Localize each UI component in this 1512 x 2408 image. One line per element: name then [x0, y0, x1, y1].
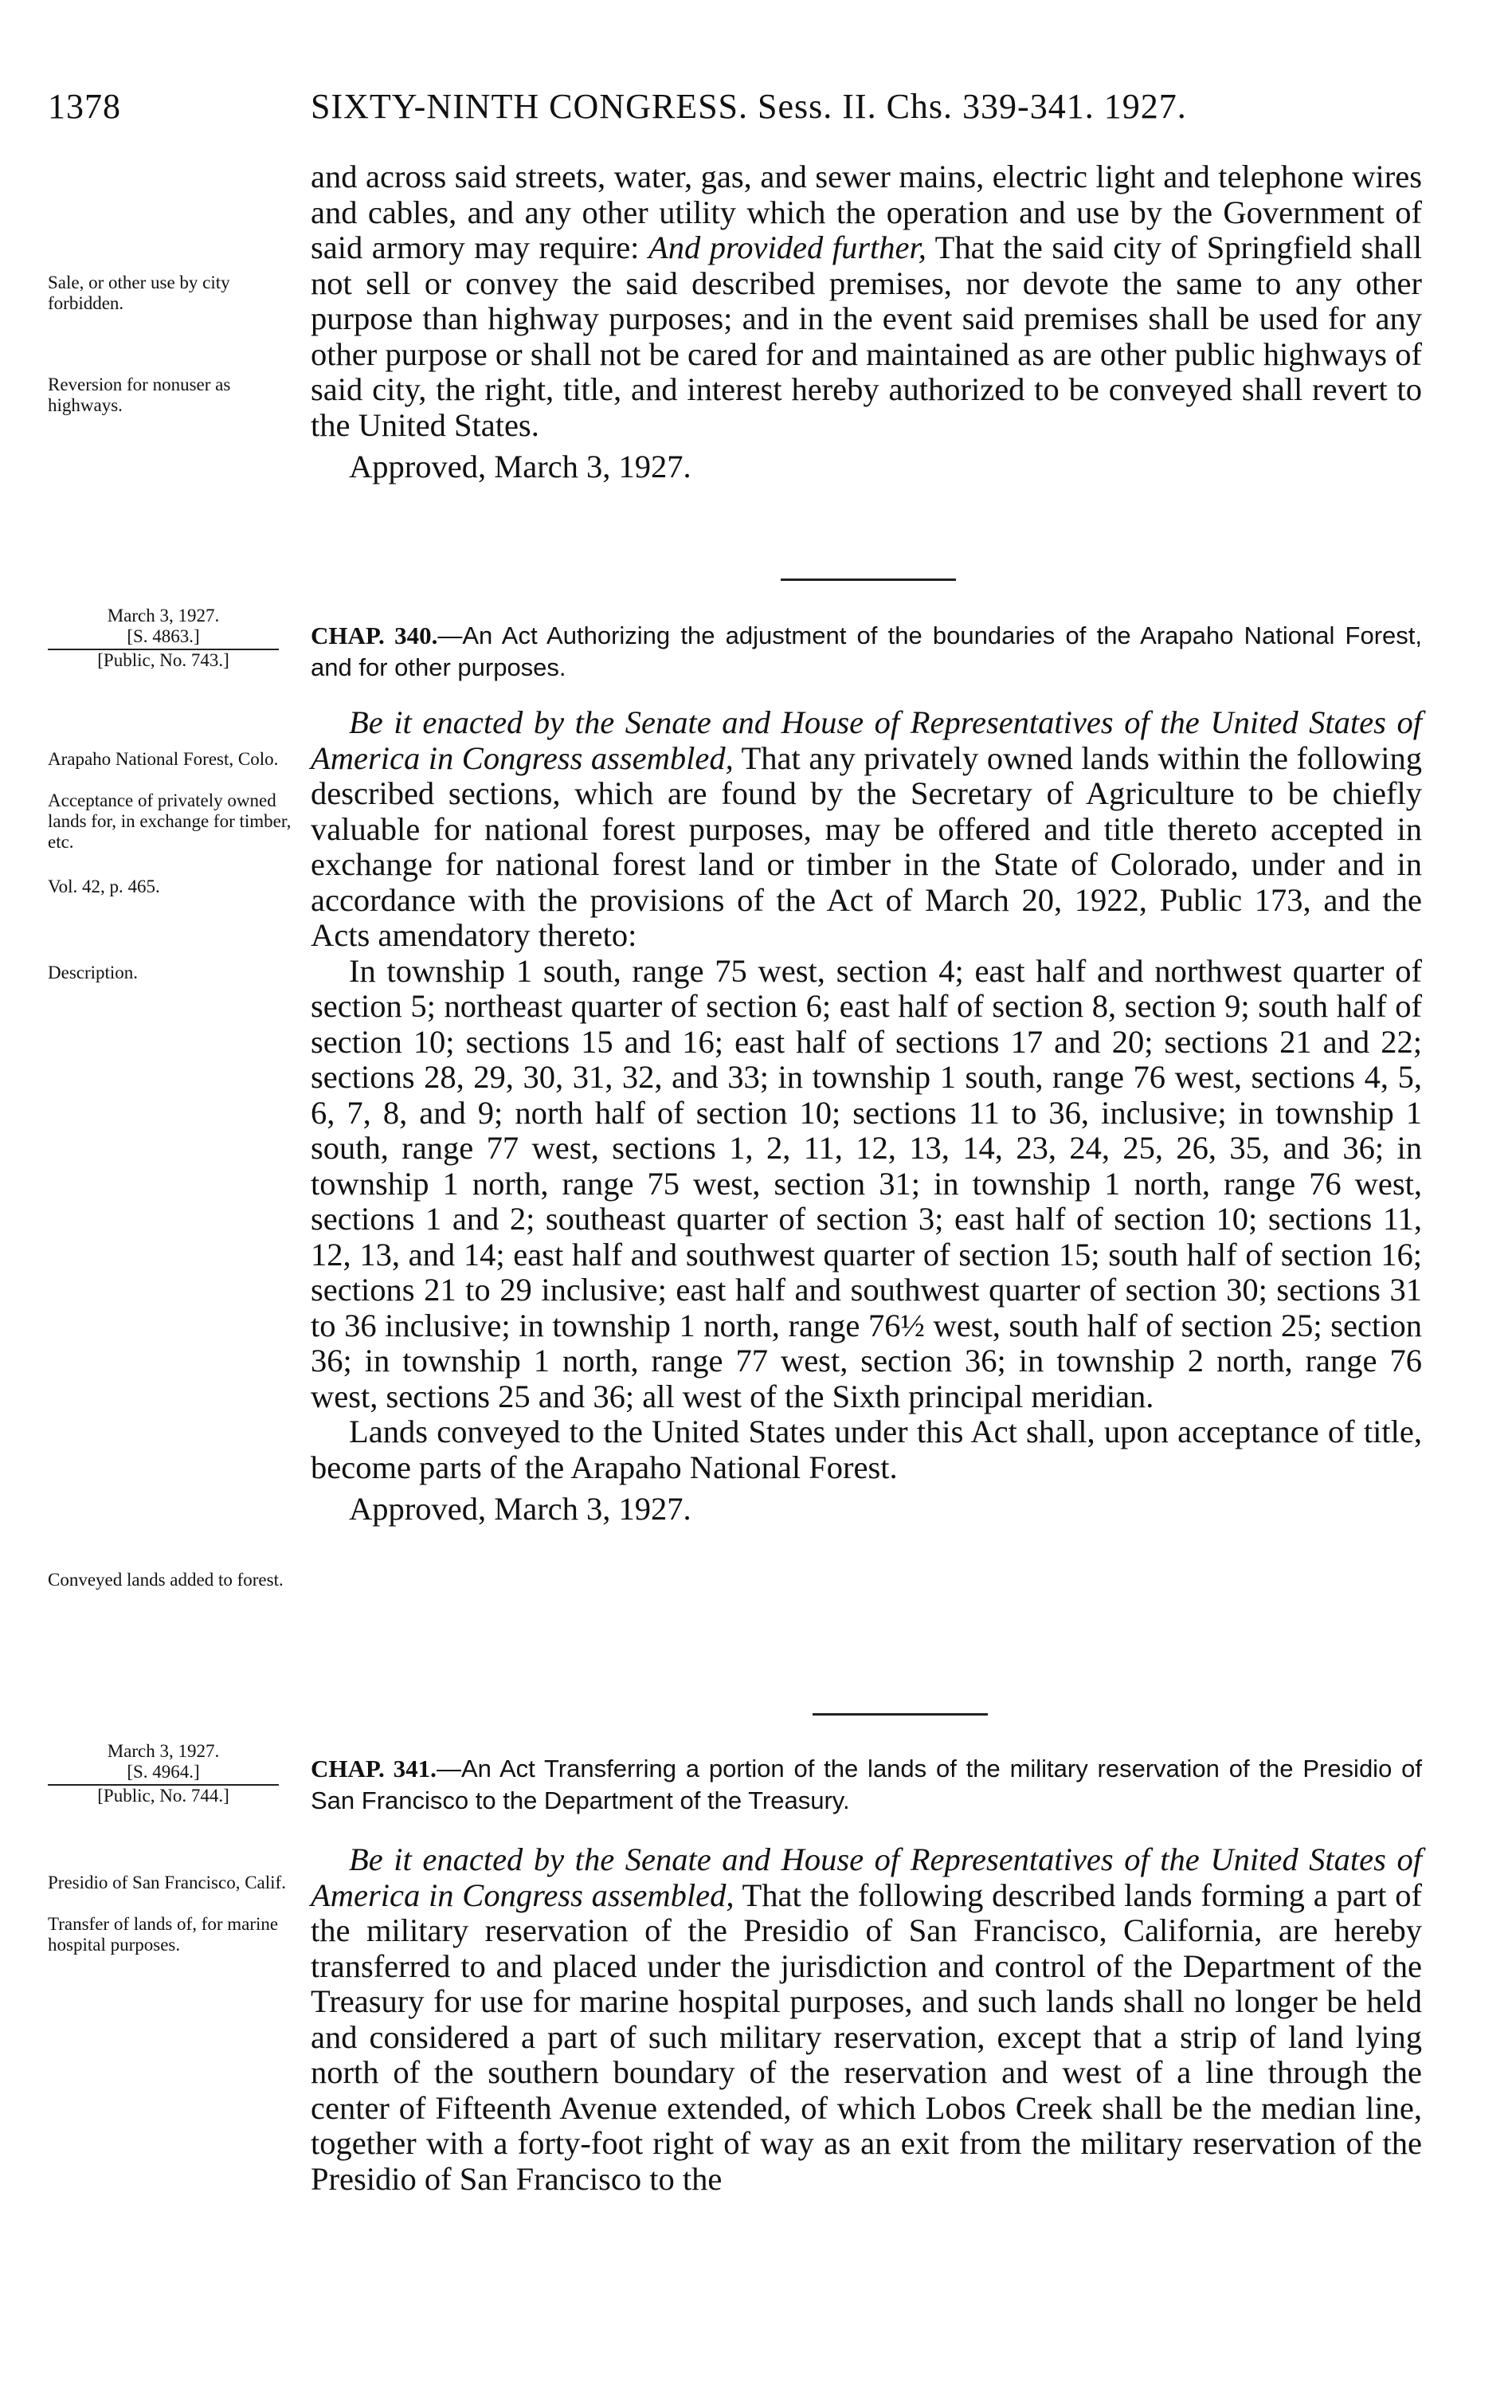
- ch339-proviso: And provided further,: [648, 229, 926, 265]
- ch340-public-number: [Public, No. 743.]: [97, 650, 229, 670]
- section-divider: [781, 578, 956, 581]
- ch341-public-number: [Public, No. 744.]: [97, 1786, 229, 1806]
- ch341-para-1: That the following described lands forming a part of the military reservation of the Presidio of San Francisco, California, are hereby transferred to and placed under the jurisdiction and control of the Department of the Treasury for use for marine hospital purposes, and such lands shall no longer be held and considered a part of such military reservation, except that a strip of land lying north of the southern boundary of the reservation and west of a line through the center of Fifteenth Avenue extended, of which Lobos Creek shall be the median line, together with a forty-foot right of way as an exit from the military reservation of the Presidio of San Francisco to the: [311, 1877, 1422, 2197]
- section-divider: [813, 1713, 988, 1716]
- ch340-bill-number: [S. 4863.]: [48, 626, 279, 650]
- margin-note-vol: Vol. 42, p. 465.: [48, 877, 160, 896]
- ch340-conveyed-lands: Lands conveyed to the United States under this Act shall, upon acceptance of title, become parts of the Arapaho National Forest.: [311, 1414, 1422, 1485]
- margin-note-arapaho: Arapaho National Forest, Colo.: [48, 749, 279, 769]
- ch340-heading: [311, 620, 1422, 684]
- ch341-heading: [311, 1753, 1422, 1817]
- margin-note-conveyed: Conveyed lands added to forest.: [48, 1570, 284, 1590]
- ch340-enacting-clause: Be it enacted by the Senate and House of Representatives of the United States of America in Congress assembled,: [311, 704, 1422, 776]
- ch340-paragraph-1: [311, 705, 1422, 954]
- margin-note-transfer: Transfer of lands of, for marine hospital purposes.: [48, 1914, 279, 1955]
- margin-note-acceptance: Acceptance of privately owned lands for, in exchange for timber, etc.: [48, 790, 292, 852]
- ch339-approved: Approved, March 3, 1927.: [349, 449, 691, 484]
- margin-note-reversion: Reversion for nonuser as highways.: [48, 375, 231, 415]
- ch341-date-block: [48, 1741, 279, 1806]
- ch339-text-2: That the said city of Springfield shall not sell or convey the said described premises, nor devote the same to any other purpose than highway purposes; and in the event said premises shall be used for any other purpose or shall not be cared for and maintained as are other public highways of said city, the right, title, and interest hereby authorized to be conveyed shall revert to the United States.: [311, 229, 1422, 443]
- running-head: SIXTY-NINTH CONGRESS. Sess. II. Chs. 339-341. 1927.: [311, 87, 1187, 126]
- ch340-body: [311, 705, 1422, 1528]
- ch341-chap-title: —An Act Transferring a portion of the lands of the military reservation of the Presidio of San Francisco to the Department of the Treasury.: [311, 1755, 1422, 1814]
- margin-note-sale-forbidden: Sale, or other use by city forbidden.: [48, 273, 230, 313]
- ch341-paragraph-1: [311, 1842, 1422, 2197]
- ch340-date-block: [48, 606, 279, 671]
- ch340-para-1: That any privately owned lands within the following described sections, which are found by the Secretary of Agriculture to be chiefly valuable for national forest purposes, may be offered and title thereto accepted in exchange for national forest land or timber in the State of Colorado, under and in accordance with the provisions of the Act of March 20, 1922, Public 173, and the Acts amendatory thereto:: [311, 739, 1422, 953]
- ch341-date: March 3, 1927.: [107, 1741, 220, 1761]
- page-number: 1378: [48, 87, 121, 126]
- ch340-approved: Approved, March 3, 1927.: [349, 1491, 691, 1527]
- ch340-description: In township 1 south, range 75 west, section 4; east half and northwest quarter of section 5; northeast quarter of section 6; east half of section 8, section 9; south half of section 10; sections 15 and 16; east half of sections 17 and 20; sections 21 and 22; sections 28, 29, 30, 31, 32, and 33; in township 1 south, range 76 west, sections 4, 5, 6, 7, 8, and 9; north half of section 10; sections 11 to 36, inclusive; in township 1 south, range 77 west, sections 1, 2, 11, 12, 13, 14, 23, 24, 25, 26, 35, and 36; in township 1 north, range 75 west, section 31; in township 1 north, range 76 west, sections 1 and 2; southeast quarter of section 3; east half of section 10; sections 11, 12, 13, and 14; east half and southwest quarter of section 15; south half of section 16; sections 21 to 29 inclusive; east half and southwest quarter of section 30; sections 31 to 36 inclusive; in township 1 north, range 76½ west, south half of section 25; section 36; in township 1 north, range 77 west, section 36; in township 2 north, range 76 west, sections 25 and 36; all west of the Sixth principal meridian.: [311, 952, 1422, 1414]
- margin-note-presidio: Presidio of San Francisco, Calif.: [48, 1873, 286, 1892]
- margin-note-description: Description.: [48, 963, 139, 982]
- ch341-enacting-clause: Be it enacted by the Senate and House of Representatives of the United States of America in Congress assembled,: [311, 1841, 1422, 1913]
- ch340-chap-title: —An Act Authorizing the adjustment of the boundaries of the Arapaho National Forest, and for other purposes.: [311, 622, 1423, 681]
- ch341-chap-label: CHAP. 341.: [311, 1755, 437, 1782]
- ch340-date: March 3, 1927.: [107, 606, 220, 626]
- ch341-bill-number: [S. 4964.]: [48, 1762, 279, 1786]
- ch339-body: [311, 159, 1422, 485]
- ch339-text-1: and across said streets, water, gas, and sewer mains, electric light and telephone wires and cables, and any other utility which the operation and use by the Government of said armory may require:: [311, 159, 1422, 265]
- ch339-paragraph: [311, 159, 1422, 443]
- ch341-body: [311, 1842, 1422, 2197]
- ch340-chap-label: CHAP. 340.: [311, 622, 438, 649]
